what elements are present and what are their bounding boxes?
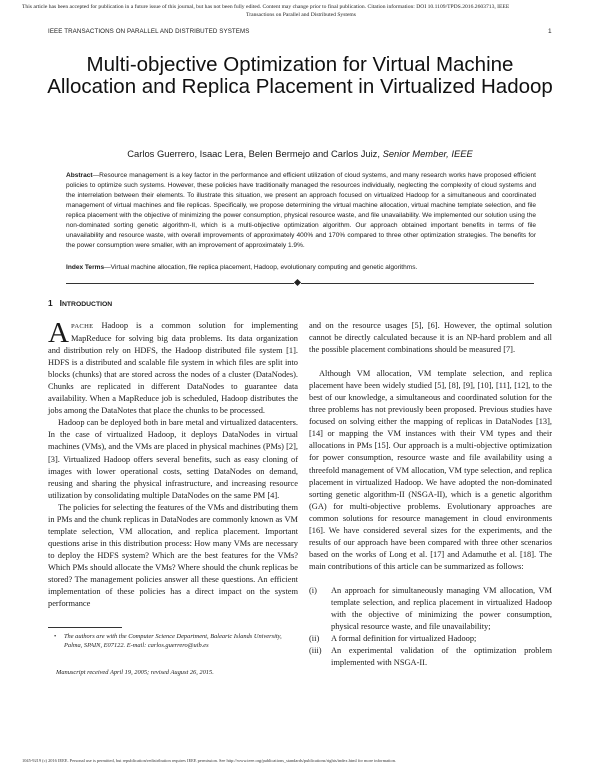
- author-membership: Senior Member, IEEE: [382, 148, 473, 159]
- author-line: [40, 148, 560, 159]
- index-terms-label: Index Terms: [66, 264, 105, 271]
- paper-title: Multi-objective Optimization for Virtual Machine Allocation and Replica Placement in Virtualized Hadoop: [47, 53, 553, 98]
- section-title-initial: I: [59, 298, 62, 308]
- list-item-text: An experimental validation of the optimization problem implemented with NSGA-II.: [331, 646, 552, 668]
- authors: Carlos Guerrero, Isaac Lera, Belen Bermejo and Carlos Juiz,: [127, 148, 380, 159]
- section-heading: [48, 298, 112, 308]
- footnote-bullet: •: [54, 633, 57, 640]
- intro-paragraph-1-text: Hadoop is a common solution for implementing MapReduce for solving big data problems. Its data organization and distribution rely on HDFS, the Hadoop distributed file system [1]. HDFS is a distributed and scalable file system in which files are split into blocks (chunks) that are stored across the nodes of a cluster (DataNodes). Chunks are replicated in different DataNodes to guarantee data availability. When a MapReduce job is scheduled, Hadoop distributes the jobs among the DataNotes that place the chunks to be processed.: [48, 321, 298, 416]
- intro-paragraph-5: Although VM allocation, VM template selection, and replica placement have been widely studied [5], [8], [9], [10], [11], [12], to the best of our knowledge, a simultaneous and coordinated solution for the three problems has not previously been proposed. Previous studies have focused on solving either the mapping of replicas in DataNodes [13], [14] or mapping the VM instances with their VM types and their allocations in PMs [15]. Our approach is a multi-objective optimization for power consumption, resource waste and file availability using a threefold management of VM allocation, VM type selection, and replica placement in virtualized Hadoop. We have adopted the non-dominated sorting genetic algorithm-II (NSGA-II), which is a genetic algorithm (GA) for multi-objective problems. Evolutionary approaches are common solutions for resource management in cloud environments [16]. We have considered several sizes for the experiments, and the results of our approach have been compared with three other scenarios based on the works of Long et al. [17] and Adamuthe et al. [18]. The main contributions of this article can be summarized as follows:: [309, 369, 552, 571]
- manuscript-received: Manuscript received April 19, 2005; revised August 26, 2015.: [56, 669, 214, 676]
- list-item: [309, 633, 552, 645]
- abstract: [66, 171, 536, 251]
- section-number: 1: [48, 298, 53, 308]
- index-terms-text: —Virtual machine allocation, file replica placement, Hadoop, evolutionary computing and genetic algorithms.: [104, 264, 418, 271]
- copyright-footer: 1045-9219 (c) 2016 IEEE. Personal use is permitted, but republication/redistribution requires IEEE permission. See http://www.ieee.org/publications_standards/publications/rights/index.html for more information.: [22, 758, 396, 763]
- list-item: [309, 645, 552, 669]
- intro-paragraph-1: [48, 317, 298, 417]
- list-item: [309, 585, 552, 633]
- contribution-list: [309, 585, 552, 669]
- abstract-label: Abstract: [66, 172, 93, 179]
- publication-notice: [22, 4, 580, 19]
- right-column: [309, 320, 552, 669]
- running-head: IEEE TRANSACTIONS ON PARALLEL AND DISTRIBUTED SYSTEMS: [48, 28, 250, 35]
- intro-paragraph-3: The policies for selecting the features of the VMs and distributing them in PMs and the chunk replicas in DataNodes are commonly known as VM template selection, VM allocation, and replica placement. Important questions arise in this distribution process: How many VMs are necessary to deploy the HDFS system? Which are the best features for the VMs? Which PMs should allocate the VMs? Where should the chunk replicas be stored? The management policies answer all these questions. An efficient implementation of these policies has a direct impact on the system performance: [48, 502, 298, 609]
- left-column: [48, 317, 298, 610]
- footnote-text: The authors are with the Computer Science Department, Balearic Islands University, Palma, SPAIN, E07122. E-mail: carlos.guerrero@uib.es: [64, 633, 282, 649]
- abstract-text: —Resource management is a key factor in the performance and efficient utilization of cloud systems, and many research works have proposed efficient policies to optimize such systems. However, these policies have traditionally managed the resources individually, neglecting the complexity of cloud systems and the interrelation between their elements. To illustrate this situation, we present an approach focused on virtualized Hadoop for a simultaneous and coordinated management of virtual machines and file replicas. Specifically, we propose determining the virtual machine allocation, virtual machine template selection, and file replica placement with the objective of minimizing the power consumption, physical resource waste, and file unavailability. We implemented our solution using the non-dominated sorting genetic algorithm-II, which is a multi-objective optimization algorithm. Our approach obtained important benefits in terms of file unavailability and resource waste, with overall improvements of approximately 400% and 170% compared to three other optimization strategies. The benefits for the power consumption were smaller, with an improvement of approximately 1.9%.: [66, 172, 536, 250]
- list-marker: (iii): [309, 646, 322, 656]
- drop-cap: A: [48, 317, 69, 349]
- smallcaps-word: PACHE: [70, 323, 94, 330]
- list-marker: (i): [309, 585, 317, 595]
- footnote-rule: [48, 627, 122, 628]
- author-footnote: [48, 632, 298, 650]
- list-item-text: An approach for simultaneously managing VM allocation, VM template selection, and replica placement in virtualized Hadoop with the objective of minimizing the power consumption, physical resource waste, and file unavailability;: [331, 585, 552, 632]
- list-marker: (ii): [309, 634, 320, 644]
- page-number: 1: [548, 28, 552, 35]
- list-item-text: A formal definition for virtualized Hadoop;: [331, 634, 477, 644]
- intro-paragraph-2: Hadoop can be deployed both in bare metal and virtualized datacenters. In the case of virtualized Hadoop, it deploys DataNodes in virtual machines (VMs), and the VMs are placed in physical machines (PMs) [2], [3]. Virtualized Hadoop offers several benefits, such as easy cloning of images with lower operational costs, setting DataNodes on demand, reusing and sharing the physical infrastructure, and increasing resource utilization by consolidating multiple DataNodes on the same PM [4].: [48, 418, 298, 500]
- notice-line-2: Transactions on Parallel and Distributed Systems: [246, 11, 356, 18]
- divider-diamond-icon: [294, 279, 301, 286]
- index-terms: [66, 263, 536, 273]
- intro-paragraph-4: and on the resource usages [5], [6]. However, the optimal solution cannot be directly calculated because it is an NP-hard problem and all the possible placement combinations should be measured [7].: [309, 321, 552, 355]
- section-title-rest: NTRODUCTION: [61, 301, 113, 308]
- notice-line-1: This article has been accepted for publication in a future issue of this journal, but has not been fully edited. Content may change prior to final publication. Citation information: DOI 10.1109/TPDS.2016.2603713, IEEE: [22, 4, 510, 10]
